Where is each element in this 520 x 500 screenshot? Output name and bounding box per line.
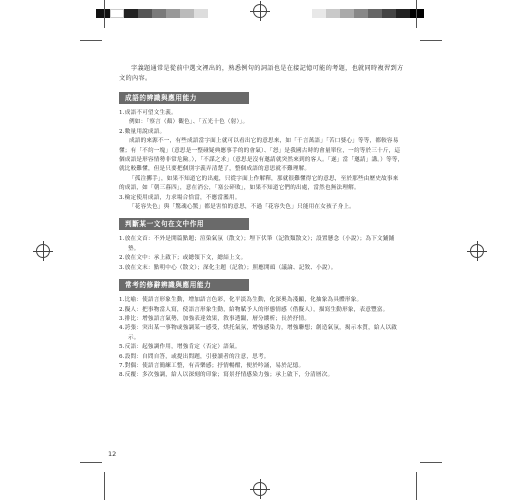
section-line: 2.放在文中：承上啟下；或總領下文，總結上文。 [119,255,247,262]
section-line: 「花容失色」與「驚魂心驚」都是害怕的意思，不過「花容失色」只能用在女孩子身上。 [129,204,355,211]
intro-paragraph: 字義題通常是從前中選文裡出的，熟悉例句的詞語也是在接記憶可能的考題，也就同時複習到方文的內容。 [119,65,404,82]
section-line: 「孤注擲手」，如果不知道它的出處，只從字面上作解釋，那就很難懂得它的意思，至於那些由歷史故事來的成語，如「朝三暮四」，意在消公，「塞公碎敗」，如果不知道它們的出處，當然也無法理解。 [119,175,399,192]
section-line: 7.對偶：使語言簡練工整，有音樂感；抒情暢酣，便於吟誦，易於記憶。 [119,362,305,369]
section-line: 1.成語不可望文生義。 [119,110,177,116]
printer-color-bar-right [312,9,424,18]
registration-mark-icon [253,482,267,496]
section-line: 例如：「察言（顏）觀色」、「五光十色（射）」。 [129,119,249,126]
section-line: 成語的來源不一，有些成語當字面上就可以看出它的意思來，如「千言萬語」「苦口婆心」等等，都較容易懂；有「不約一塊」（意思是一整碰疑典應事手的的會氣）、「怒」是我國古時的會量單位，一約等於三十斤，這個成語是形容情勢非常危險。），「不謀之求」（意思是沒有邀請就突然來到的客人。「遂」當「邀請」講。）等等，就比較難懂，但是只要把個別字義弄清楚了，整個成語的意思就不難理解。 [119,138,404,173]
section-line: 4.誇張：突出某一事物或強調某一感受，烘托氣氛，增強感染力，增強聯想；創造氣氛，揭示本質，給人以啟示。 [119,325,398,341]
crop-mark [416,0,417,28]
registration-mark-icon [470,244,484,258]
section-line: 8.反覆：多次強調，給人以深刻的印象；寫景抒情感染力強；承上啟下，分清層次。 [119,372,334,379]
section-line: 5.反語：起強調作用，增強肯定（否定）語氣。 [119,344,241,351]
sections-container [119,92,404,381]
registration-mark-icon [36,244,50,258]
section-heading: 判斷某一文句在文中作用 [119,218,249,230]
crop-mark [420,462,442,463]
section-line: 3.放在文末：點明中心（散文）；深化主題（記敘）；照應開頭（議論、記敘、小說）。 [119,264,337,271]
section-line: 6.設問：自問自答，或提出問題，引發讀者的注意，思考。 [119,353,270,360]
crop-mark [416,472,417,500]
document-body [119,64,404,381]
crop-mark [80,462,102,463]
section-line: 1.放在文首：不外是開篇點題；渲染氣氛（散文）；埋下伏筆（記敘類散文）；設置懸念（小說）；為下文鋪鋪墊。 [119,236,395,252]
section-heading: 常考的修辭辨識與應用能力 [119,279,249,291]
section-line: 2.擬人：把事物當人寫，使語言形象生動，給物賦予人的形態情感（借擬人），描寫生動形象，表意豐富。 [119,306,389,313]
section-line: 2.數量用說成語。 [119,128,166,135]
crop-mark [420,40,442,41]
crop-mark [104,0,105,28]
crop-mark [80,40,102,41]
section-line: 1.比喻：使語言形象生動，增加語言色彩，化平淡為生動，化深奧為淺顯，化抽象為具體形象。 [119,297,363,304]
section-heading: 成語的辨識與應用能力 [119,92,249,104]
registration-mark-icon [253,4,267,18]
crop-mark [104,472,105,500]
section-line: 3.排比：增強語言氣勢，加強表達效果，敘事透闢，層分縷析；長於抒情。 [119,315,311,322]
page-number: 12 [108,450,117,458]
section-line: 3.檢定使用成語，力求場合恰當，不應當濫用。 [119,194,241,201]
printer-color-bar [96,9,208,18]
